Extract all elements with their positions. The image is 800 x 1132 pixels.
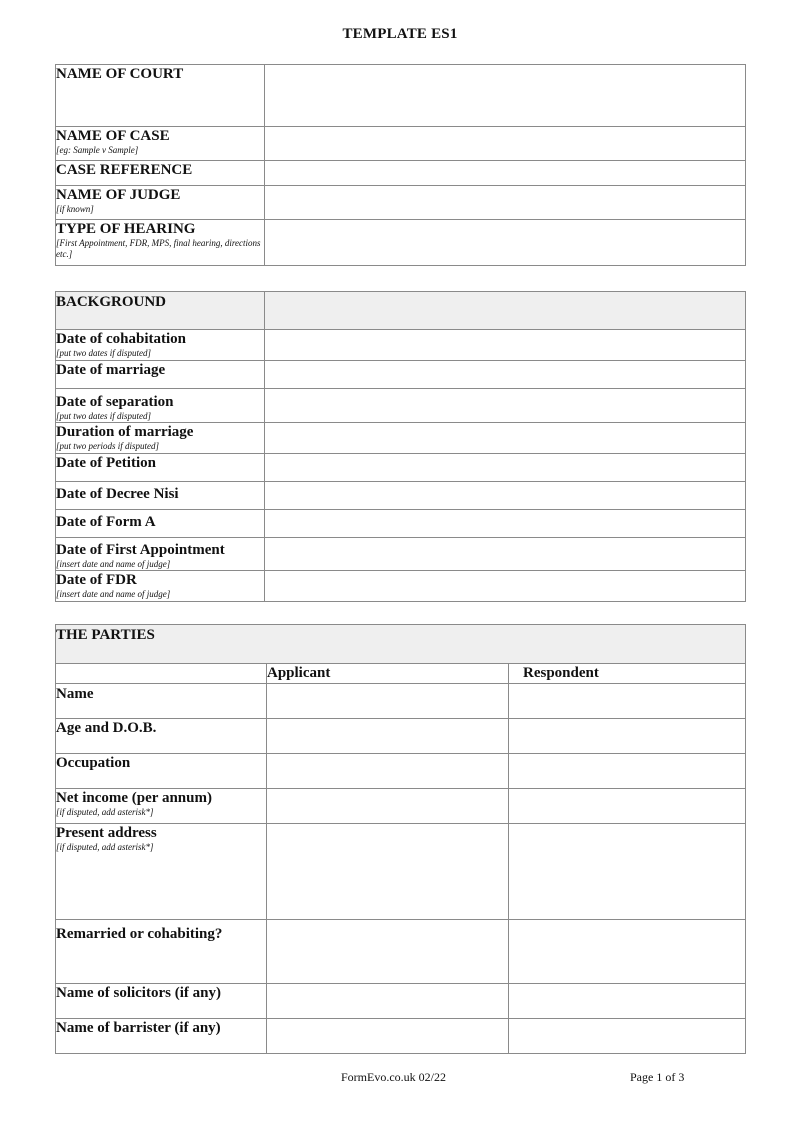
- row-hint: [put two dates if disputed]: [56, 411, 152, 421]
- background-header-row: [56, 292, 746, 330]
- row-hint: [insert date and name of judge]: [56, 559, 171, 569]
- parties-row: [56, 754, 746, 789]
- row-hint: [insert date and name of judge]: [56, 589, 171, 599]
- case-row-case-name: [56, 127, 746, 161]
- row-hint: [eg: Sample v Sample]: [56, 145, 139, 155]
- applicant-income-field[interactable]: [267, 789, 509, 824]
- respondent-age-field[interactable]: [509, 719, 746, 754]
- background-row: [56, 330, 746, 361]
- parties-column-header-row: [56, 664, 746, 684]
- row-label: CASE REFERENCE: [56, 162, 193, 178]
- parties-row: [56, 719, 746, 754]
- marriage-duration-field[interactable]: [265, 423, 746, 454]
- row-label: Date of cohabitation: [56, 331, 186, 347]
- decree-nisi-date-field[interactable]: [265, 482, 746, 510]
- form-a-date-field[interactable]: [265, 510, 746, 538]
- respondent-remarried-field[interactable]: [509, 920, 746, 984]
- applicant-address-field[interactable]: [267, 824, 509, 920]
- background-row: [56, 423, 746, 454]
- row-label: NAME OF CASE: [56, 128, 170, 144]
- row-label: Date of First Appointment: [56, 542, 225, 558]
- case-row-hearing-type: [56, 220, 746, 266]
- respondent-barrister-field[interactable]: [509, 1019, 746, 1054]
- applicant-age-field[interactable]: [267, 719, 509, 754]
- case-reference-field[interactable]: [265, 161, 746, 186]
- applicant-column-header: Applicant: [267, 664, 509, 684]
- parties-row: [56, 920, 746, 984]
- row-label: Date of separation: [56, 394, 174, 410]
- parties-row: [56, 789, 746, 824]
- row-label: Duration of marriage: [56, 424, 194, 440]
- section-heading: THE PARTIES: [56, 627, 155, 643]
- respondent-solicitors-field[interactable]: [509, 984, 746, 1019]
- case-row-judge: [56, 186, 746, 220]
- separation-date-field[interactable]: [265, 389, 746, 423]
- judge-name-field[interactable]: [265, 186, 746, 220]
- background-row: [56, 538, 746, 571]
- petition-date-field[interactable]: [265, 454, 746, 482]
- row-label: NAME OF JUDGE: [56, 187, 181, 203]
- case-name-field[interactable]: [265, 127, 746, 161]
- row-hint: [put two dates if disputed]: [56, 348, 152, 358]
- respondent-name-field[interactable]: [509, 684, 746, 719]
- row-label: Date of Petition: [56, 455, 156, 471]
- row-label: Age and D.O.B.: [56, 720, 157, 736]
- parties-row: [56, 684, 746, 719]
- applicant-name-field[interactable]: [267, 684, 509, 719]
- parties-row: [56, 984, 746, 1019]
- row-label: TYPE OF HEARING: [56, 221, 196, 237]
- row-label: Name of barrister (if any): [56, 1020, 221, 1036]
- section-heading: BACKGROUND: [56, 294, 167, 310]
- background-row: [56, 510, 746, 538]
- hearing-type-field[interactable]: [265, 220, 746, 266]
- row-label: Name: [56, 686, 94, 702]
- row-label: Date of Decree Nisi: [56, 486, 179, 502]
- first-appointment-date-field[interactable]: [265, 538, 746, 571]
- marriage-date-field[interactable]: [265, 361, 746, 389]
- row-hint: [if disputed, add asterisk*]: [56, 842, 154, 852]
- row-label: Date of FDR: [56, 572, 137, 588]
- row-label: Date of marriage: [56, 362, 166, 378]
- background-row: [56, 361, 746, 389]
- background-table: [55, 291, 746, 602]
- row-label: Occupation: [56, 755, 131, 771]
- row-hint: [if known]: [56, 204, 94, 214]
- cohabitation-date-field[interactable]: [265, 330, 746, 361]
- row-label: Net income (per annum): [56, 790, 212, 806]
- row-label: Present address: [56, 825, 157, 841]
- applicant-remarried-field[interactable]: [267, 920, 509, 984]
- applicant-occupation-field[interactable]: [267, 754, 509, 789]
- parties-row: [56, 1019, 746, 1054]
- row-label: Remarried or cohabiting?: [56, 926, 223, 942]
- row-label: NAME OF COURT: [56, 66, 184, 82]
- fdr-date-field[interactable]: [265, 571, 746, 602]
- parties-row: [56, 824, 746, 920]
- row-hint: [First Appointment, FDR, MPS, final hearing, directions etc.]: [56, 238, 261, 259]
- background-row: [56, 571, 746, 602]
- background-row: [56, 389, 746, 423]
- page-number: Page 1 of 3: [630, 1070, 685, 1084]
- page-title: TEMPLATE ES1: [342, 26, 458, 42]
- court-name-field[interactable]: [265, 65, 746, 127]
- footer-source: FormEvo.co.uk 02/22: [341, 1070, 446, 1084]
- case-row-reference: [56, 161, 746, 186]
- row-hint: [put two periods if disputed]: [56, 441, 160, 451]
- respondent-address-field[interactable]: [509, 824, 746, 920]
- background-row: [56, 454, 746, 482]
- parties-table: [55, 624, 746, 1054]
- background-row: [56, 482, 746, 510]
- applicant-barrister-field[interactable]: [267, 1019, 509, 1054]
- row-label: Date of Form A: [56, 514, 156, 530]
- respondent-column-header: Respondent: [509, 664, 746, 684]
- row-hint: [if disputed, add asterisk*]: [56, 807, 154, 817]
- respondent-occupation-field[interactable]: [509, 754, 746, 789]
- applicant-solicitors-field[interactable]: [267, 984, 509, 1019]
- respondent-income-field[interactable]: [509, 789, 746, 824]
- parties-header-row: [56, 625, 746, 664]
- case-row-court: [56, 65, 746, 127]
- case-details-table: [55, 64, 746, 266]
- row-label: Name of solicitors (if any): [56, 985, 221, 1001]
